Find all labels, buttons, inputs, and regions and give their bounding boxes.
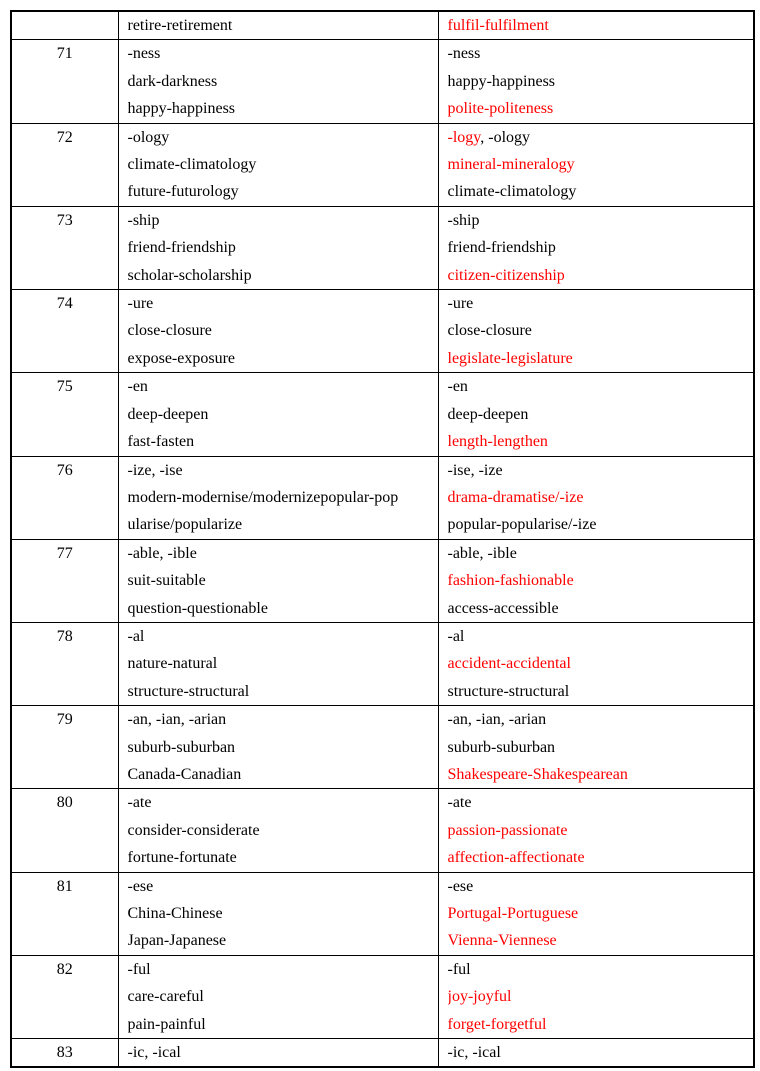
table-row [11, 539, 754, 622]
left-column-cell [118, 456, 438, 539]
answer-text: Japan-Japanese [127, 932, 227, 950]
right-column-cell [438, 789, 754, 872]
highlighted-answer-text: joy-joyful [447, 988, 512, 1006]
right-column-cell [438, 706, 754, 789]
right-column-cell [438, 206, 754, 289]
highlighted-answer-text: -logy [447, 128, 481, 146]
table-row [11, 1039, 754, 1068]
answer-text: nature-natural [127, 655, 218, 673]
right-column-cell [438, 11, 754, 40]
right-column-cell [438, 872, 754, 955]
answer-text: -ship [127, 211, 160, 229]
answer-text: -an, -ian, -arian [447, 711, 547, 729]
answer-text: happy-happiness [447, 72, 556, 90]
answer-text: access-accessible [447, 599, 559, 617]
right-column-cell [438, 373, 754, 456]
left-column-cell [118, 539, 438, 622]
answer-text: -ness [447, 45, 481, 63]
cell-line [128, 927, 429, 954]
cell-line [448, 262, 745, 289]
cell-line [448, 12, 745, 39]
cell-line [128, 900, 429, 927]
right-column-cell [438, 539, 754, 622]
cell-line [448, 623, 745, 650]
right-column-cell [438, 1039, 754, 1068]
answer-text: China-Chinese [127, 905, 223, 922]
suffix-table [10, 10, 755, 1068]
cell-line [128, 595, 429, 622]
left-column-cell [118, 206, 438, 289]
cell-line [448, 68, 745, 95]
table-row [11, 40, 754, 123]
answer-text: -ful [127, 960, 151, 978]
answer-text: fortune-fortunate [127, 849, 237, 867]
cell-line [448, 789, 745, 816]
table-row [11, 456, 754, 539]
answer-text: fast-fasten [127, 433, 195, 451]
answer-text: question-questionable [127, 599, 268, 617]
cell-line [448, 317, 745, 344]
answer-text: -en [447, 378, 468, 396]
left-column-cell [118, 1039, 438, 1068]
highlighted-answer-text: length-lengthen [447, 433, 548, 451]
answer-text: -ship [447, 211, 480, 229]
highlighted-answer-text: fashion-fashionable [447, 572, 574, 590]
cell-line [128, 540, 429, 567]
answer-text: -ful [447, 960, 471, 978]
answer-text: -ese [447, 877, 474, 895]
answer-text: close-closure [447, 322, 532, 340]
row-number-cell [11, 11, 118, 40]
answer-text: deep-deepen [127, 405, 209, 423]
row-number-cell: 76 [11, 456, 118, 539]
cell-line [128, 1011, 429, 1038]
answer-text: -al [447, 627, 465, 645]
row-number-cell: 73 [11, 206, 118, 289]
cell-line [128, 178, 429, 205]
cell-line [128, 345, 429, 372]
cell-line [448, 761, 745, 788]
row-number-cell: 74 [11, 290, 118, 373]
table-row [11, 290, 754, 373]
cell-line [128, 12, 429, 39]
cell-line [128, 317, 429, 344]
left-column-cell [118, 373, 438, 456]
answer-text: dark-darkness [127, 72, 218, 90]
left-column-cell [118, 123, 438, 206]
cell-line [448, 345, 745, 372]
cell-line [448, 373, 745, 400]
cell-line [128, 373, 429, 400]
answer-text: popular-popularise/-ize [447, 516, 597, 534]
cell-line [128, 262, 429, 289]
right-column-cell [438, 622, 754, 705]
answer-text: suburb-suburban [127, 738, 236, 756]
highlighted-answer-text: Vienna-Viennese [447, 932, 557, 950]
cell-line [128, 207, 429, 234]
cell-line [128, 873, 429, 900]
cell-line [448, 567, 745, 594]
answer-text: suit-suitable [127, 572, 206, 590]
answer-text: climate-climatology [127, 156, 257, 174]
right-column-cell [438, 955, 754, 1038]
right-column-cell [438, 456, 754, 539]
cell-line [448, 290, 745, 317]
cell-line [128, 761, 429, 788]
highlighted-answer-text: affection-affectionate [447, 849, 585, 867]
answer-text: scholar-scholarship [127, 266, 252, 284]
answer-text: structure-structural [127, 682, 250, 700]
left-column-cell [118, 706, 438, 789]
cell-line [128, 511, 429, 538]
cell-line [128, 40, 429, 67]
table-row [11, 206, 754, 289]
row-number-cell: 79 [11, 706, 118, 789]
table-row [11, 622, 754, 705]
answer-text: future-futurology [127, 183, 239, 201]
answer-text: -ure [127, 295, 154, 313]
row-number-cell: 78 [11, 622, 118, 705]
cell-line [448, 595, 745, 622]
answer-text: -ic, -ical [127, 1044, 181, 1062]
cell-line [448, 511, 745, 538]
answer-text: -ology [127, 128, 170, 146]
cell-line [448, 1011, 745, 1038]
answer-text: ularise/popularize [127, 516, 243, 534]
answer-text: -able, -ible [127, 544, 197, 562]
left-column-cell [118, 622, 438, 705]
table-row [11, 11, 754, 40]
answer-text: -en [127, 378, 148, 396]
cell-line [448, 927, 745, 954]
table-row [11, 373, 754, 456]
answer-text: climate-climatology [447, 183, 577, 201]
cell-line [128, 650, 429, 677]
answer-text: -ese [127, 877, 154, 895]
cell-line [448, 207, 745, 234]
answer-text: close-closure [127, 322, 212, 340]
answer-text: deep-deepen [447, 405, 529, 423]
row-number-cell: 80 [11, 789, 118, 872]
cell-line [128, 623, 429, 650]
cell-line [128, 567, 429, 594]
cell-line [448, 40, 745, 67]
highlighted-answer-text: drama-dramatise/-ize [447, 488, 584, 506]
cell-line [128, 428, 429, 455]
cell-line [128, 956, 429, 983]
cell-line [128, 457, 429, 484]
cell-line [128, 290, 429, 317]
cell-line [448, 234, 745, 261]
left-column-cell [118, 955, 438, 1038]
cell-line [128, 68, 429, 95]
answer-text: -ic, -ical [447, 1044, 501, 1062]
answer-text: suburb-suburban [447, 738, 556, 756]
right-column-cell [438, 290, 754, 373]
answer-text: happy-happiness [127, 100, 236, 118]
right-column-cell [438, 40, 754, 123]
cell-line [128, 234, 429, 261]
answer-text: -ness [127, 45, 161, 63]
cell-line [128, 401, 429, 428]
highlighted-answer-text: citizen-citizenship [447, 266, 565, 284]
left-column-cell [118, 872, 438, 955]
table-row [11, 706, 754, 789]
table-row [11, 872, 754, 955]
cell-line [128, 789, 429, 816]
answer-text: care-careful [127, 988, 204, 1006]
row-number-cell: 71 [11, 40, 118, 123]
answer-text: -ate [127, 794, 152, 812]
answer-text: expose-exposure [127, 349, 236, 367]
highlighted-answer-text: passion-passionate [447, 821, 568, 839]
answer-text: pain-painful [127, 1015, 206, 1033]
cell-line [448, 457, 745, 484]
answer-text: friend-friendship [127, 239, 236, 257]
row-number-cell: 82 [11, 955, 118, 1038]
cell-line [128, 734, 429, 761]
cell-line [128, 706, 429, 733]
table-row [11, 789, 754, 872]
answer-text: friend-friendship [447, 239, 556, 257]
highlighted-answer-text: mineral-mineralogy [447, 156, 575, 174]
highlighted-answer-text: legislate-legislature [447, 349, 573, 367]
cell-line [448, 900, 745, 927]
cell-line [448, 540, 745, 567]
cell-line [448, 844, 745, 871]
cell-line [448, 428, 745, 455]
cell-line [448, 151, 745, 178]
cell-line [448, 734, 745, 761]
answer-text: -ate [447, 794, 472, 812]
answer-text: -ise, -ize [447, 461, 503, 479]
highlighted-answer-text: accident-accidental [447, 655, 571, 673]
cell-line [448, 956, 745, 983]
cell-line [448, 1039, 745, 1066]
cell-line [448, 95, 745, 122]
highlighted-answer-text: forget-forgetful [447, 1015, 547, 1033]
cell-line [128, 124, 429, 151]
cell-line [448, 178, 745, 205]
highlighted-answer-text: Portugal-Portuguese [447, 905, 579, 922]
left-column-cell [118, 290, 438, 373]
highlighted-answer-text: Shakespeare-Shakespearean [447, 765, 628, 783]
row-number-cell: 72 [11, 123, 118, 206]
cell-line [448, 817, 745, 844]
answer-text: modern-modernise/modernizepopular-pop [127, 488, 399, 506]
answer-text: retire-retirement [127, 17, 233, 34]
cell-line [128, 817, 429, 844]
answer-text: -al [127, 627, 145, 645]
highlighted-answer-text: polite-politeness [447, 100, 554, 118]
cell-line [448, 401, 745, 428]
answer-text: -ize, -ise [127, 461, 183, 479]
cell-line [448, 983, 745, 1010]
answer-text: -able, -ible [447, 544, 517, 562]
cell-line [448, 873, 745, 900]
left-column-cell [118, 789, 438, 872]
table-row [11, 123, 754, 206]
answer-text: , -ology [480, 128, 531, 146]
cell-line [128, 678, 429, 705]
row-number-cell: 75 [11, 373, 118, 456]
row-number-cell: 81 [11, 872, 118, 955]
highlighted-answer-text: fulfil-fulfilment [447, 17, 549, 34]
table-body [11, 11, 754, 1067]
cell-line [128, 844, 429, 871]
cell-line [128, 484, 429, 511]
cell-line [448, 484, 745, 511]
right-column-cell [438, 123, 754, 206]
cell-line [128, 983, 429, 1010]
row-number-cell: 77 [11, 539, 118, 622]
answer-text: consider-considerate [127, 821, 260, 839]
answer-text: -an, -ian, -arian [127, 711, 227, 729]
left-column-cell [118, 11, 438, 40]
answer-text: Canada-Canadian [127, 765, 242, 783]
cell-line [448, 678, 745, 705]
cell-line [448, 706, 745, 733]
row-number-cell: 83 [11, 1039, 118, 1068]
cell-line [448, 650, 745, 677]
cell-line [448, 124, 745, 151]
left-column-cell [118, 40, 438, 123]
table-row [11, 955, 754, 1038]
answer-text: structure-structural [447, 682, 570, 700]
cell-line [128, 95, 429, 122]
cell-line [128, 151, 429, 178]
cell-line [128, 1039, 429, 1066]
answer-text: -ure [447, 295, 474, 313]
